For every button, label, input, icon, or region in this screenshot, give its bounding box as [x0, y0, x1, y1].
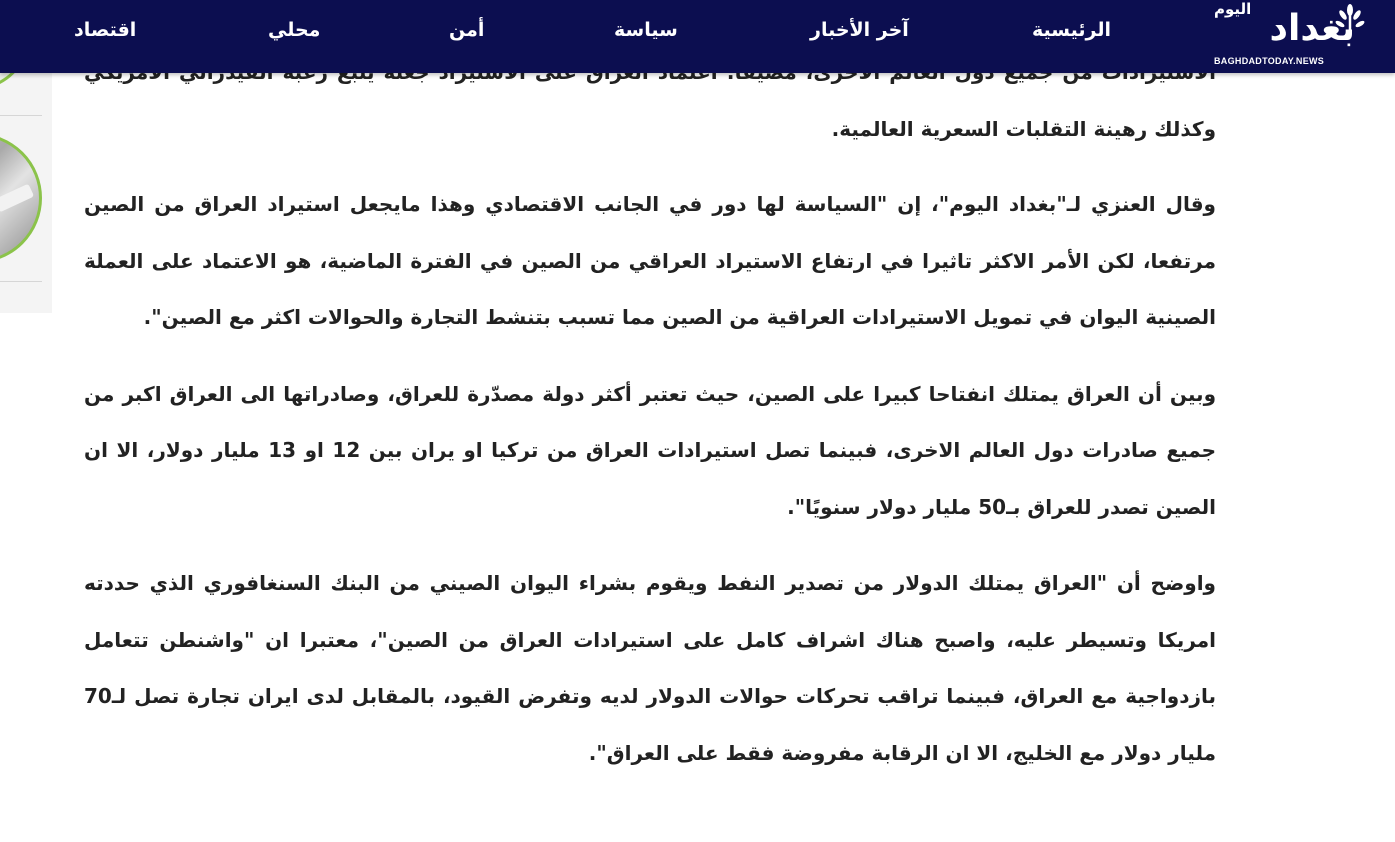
sidebar-divider [0, 281, 42, 282]
logo-wordmark: بغداد [1269, 8, 1355, 49]
site-logo[interactable] [1212, 2, 1367, 68]
article-body [84, 44, 1216, 801]
article-paragraph: وكذلك رهينة التقلبات السعرية العالمية. [831, 116, 1216, 141]
nav-item-local[interactable]: محلي [268, 19, 321, 41]
nav-item-economy[interactable]: اقتصاد [74, 19, 137, 41]
nav-item-home[interactable]: الرئيسية [1032, 19, 1111, 41]
logo-domain: BAGHDADTODAY.NEWS [1214, 56, 1325, 66]
sidebar-divider [0, 115, 42, 116]
top-navigation-bar [0, 0, 1395, 73]
nav-item-politics[interactable]: سياسة [614, 19, 678, 41]
logo-today-label: اليوم [1214, 0, 1252, 18]
article-paragraph: واوضح أن "العراق يمتلك الدولار من تصدير النفط ويقوم بشراء اليوان الصيني من البنك السنغافوري الذي حددته امريكا وتسيطر عليه، واصبح هناك اشراف كامل على استيرادات العراق من الصين"، معتبرا ان "واشنطن تتعامل بازدواجية مع العراق، فبينما تراقب تحركات حوالات الدولار لديه وتفرض القيود، بالمقابل لدى ايران تجارة تصل لـ70 مليار دولار مع الخليج، الا ان الرقابة مفروضة فقط على العراق". [84, 571, 1216, 765]
article-paragraph: وبين أن العراق يمتلك انفتاحا كبيرا على الصين، حيث تعتبر أكثر دولة مصدّرة للعراق، وصادراتها الى العراق اكبر من جميع صادرات دول العالم الاخرى، فبينما تصل استيرادات العراق من تركيا او يران بين 12 او 13 مليار دولار، الا ان الصين تصدر للعراق بـ50 مليار دولار سنويًا". [84, 381, 1216, 519]
article-thumbnail-image[interactable] [0, 133, 42, 263]
nav-item-latest-news[interactable]: آخر الأخبار [810, 19, 909, 41]
article-paragraph: وقال العنزي لـ"بغداد اليوم"، إن "السياسة لها دور في الجانب الاقتصادي وهذا مايجعل استيراد العراق من الصين مرتفعا، لكن الأمر الاكثر تاثيرا في ارتفاع الاستيراد العراقي من الصين في الفترة الماضية، هو الاعتماد على العملة الصينية اليوان في تمويل الاستيرادات العراقية من الصين مما تسبب بتنشط التجارة والحوالات اكثر مع الصين". [84, 192, 1216, 329]
nav-item-security[interactable]: أمن [449, 19, 485, 41]
